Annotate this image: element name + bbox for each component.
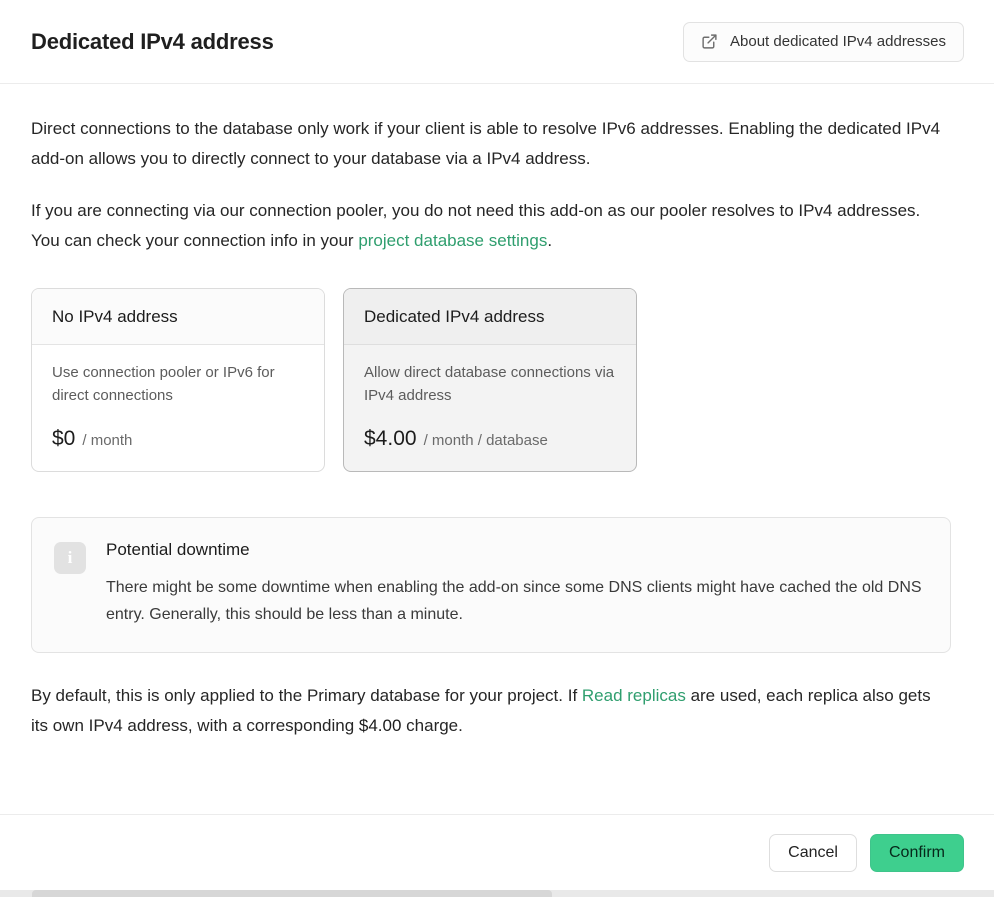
option-dedicated-ipv4-price-unit: / month / database — [423, 432, 548, 449]
footnote-text-3: charge. — [401, 716, 463, 735]
pooler-paragraph — [31, 196, 951, 256]
option-no-ipv4-price-unit: / month — [82, 432, 133, 449]
option-dedicated-ipv4-price-amount: $4.00 — [364, 427, 417, 450]
option-dedicated-ipv4-body — [344, 345, 636, 471]
read-replicas-link[interactable]: Read replicas — [581, 686, 686, 705]
pooler-paragraph-text-1: If you are connecting via our connection pooler, you do not need this add-on as our pooler resolves to IPv4 addresses. You can check your connection info in your — [31, 201, 921, 250]
pooler-paragraph-text-2: . — [547, 231, 553, 250]
about-dedicated-ipv4-button[interactable] — [683, 22, 964, 62]
footnote-price: $4.00 — [358, 716, 402, 735]
replica-footnote — [31, 681, 951, 741]
ipv4-options — [31, 288, 963, 472]
external-link-icon — [701, 33, 718, 50]
about-button-label: About dedicated IPv4 addresses — [730, 33, 946, 50]
dialog-header — [0, 0, 994, 84]
option-no-ipv4-price — [52, 427, 304, 451]
alert-content — [106, 540, 928, 628]
option-no-ipv4-body — [32, 345, 324, 471]
option-no-ipv4-price-amount: $0 — [52, 427, 76, 450]
option-dedicated-ipv4-address[interactable] — [343, 288, 637, 472]
option-dedicated-ipv4-description: Allow direct database connections via IPv4 address — [364, 364, 615, 404]
footnote-text-1: By default, this is only applied to the Primary database for your project. If — [31, 686, 582, 705]
page-backdrop-accent — [32, 890, 552, 897]
potential-downtime-alert — [31, 517, 951, 653]
alert-title: Potential downtime — [106, 540, 250, 559]
confirm-button[interactable]: Confirm — [870, 834, 964, 872]
footnote-text-2: are used, each replica also gets its own IPv4 address, with a corresponding — [31, 686, 931, 735]
dialog-body — [0, 84, 994, 814]
intro-paragraph: Direct connections to the database only work if your client is able to resolve IPv6 addresses. Enabling the dedicated IPv4 add-on allows you to directly connect to your database via a IPv4 address. — [31, 119, 941, 168]
dialog-footer — [0, 814, 994, 890]
page-title: Dedicated IPv4 address — [31, 28, 274, 54]
option-no-ipv4-description: Use connection pooler or IPv6 for direct connections — [52, 364, 275, 404]
option-dedicated-ipv4-title: Dedicated IPv4 address — [344, 289, 636, 345]
cancel-button[interactable]: Cancel — [769, 834, 857, 872]
option-no-ipv4-address[interactable] — [31, 288, 325, 472]
alert-text: There might be some downtime when enabling the add-on since some DNS clients might have cached the old DNS entry. Generally, this should be less than a minute. — [106, 579, 922, 623]
option-no-ipv4-title: No IPv4 address — [32, 289, 324, 345]
info-icon: i — [54, 542, 86, 574]
option-dedicated-ipv4-price — [364, 427, 616, 451]
project-database-settings-link[interactable]: project database settings — [358, 231, 548, 250]
